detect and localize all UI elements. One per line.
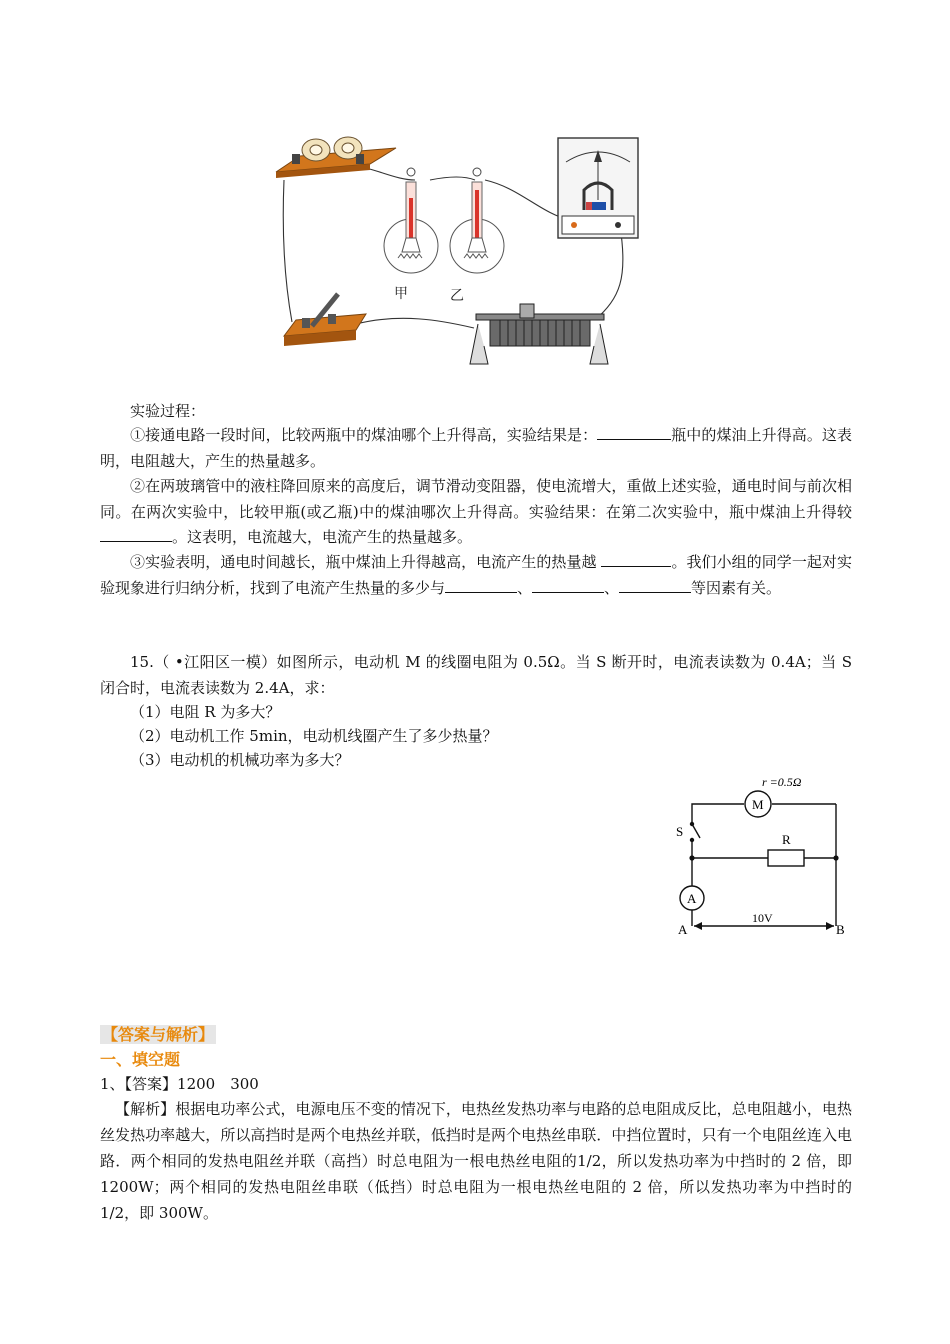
switch-label: S (676, 824, 684, 839)
resistor-symbol (768, 850, 804, 866)
question-15-text: 15.（ •江阳区一模）如图所示，电动机 M 的线圈电阻为 0.5Ω。当 S 断开时，电流表读数为 0.4A；当 S 闭合时，电流表读数为 2.4A，求： (100, 653, 852, 697)
step2-text-b: 。这表明，电流越大，电流产生的热量越多。 (172, 528, 473, 546)
fill-blank-section-title: 一、填空题 (100, 1050, 181, 1069)
answer-1-label: 1、【答案】1200 300 (100, 1075, 259, 1093)
answer-section-title-text: 【答案与解析】 (102, 1025, 215, 1044)
node-b-label: B (836, 922, 845, 937)
question-15-part2: （2）电动机工作 5min，电动机线圈产生了多少热量？ (130, 727, 498, 745)
motor-circuit-diagram (670, 768, 860, 944)
blank-step3-more (601, 550, 671, 567)
question-15-stem (100, 650, 852, 701)
ammeter-label: A (687, 891, 697, 906)
flask-jia-label: 甲 (394, 286, 408, 302)
step3-text-c: 等因素有关。 (691, 578, 782, 597)
flask-yi-label: 乙 (450, 288, 464, 304)
experiment-step3 (100, 550, 852, 601)
step3-text-a: ③实验表明，通电时间越长，瓶中煤油上升得越高，电流产生的热量越 (130, 553, 602, 571)
voltage-label: 10V (752, 911, 773, 925)
answer-1-explanation-text: 【解析】根据电功率公式，电源电压不变的情况下，电热丝发热功率与电路的总电阻成反比，总电阻越小，电热丝发热功率越大，所以高挡时是两个电热丝并联，低挡时是两个电热丝串联．中挡位置时，只有一个电阻丝连入电路．两个相同的发热电阻丝并联（高挡）时总电阻为一根电热丝电阻的1/2，所以发热功率为中挡时的 2 倍，即 1200W；两个相同的发热电阻丝串联（低挡）时总电阻为一根电热丝电阻的 2 倍，所以发热功率为中挡时的 1/2，即 300W。 (100, 1100, 852, 1222)
joule-experiment-figure (270, 128, 650, 376)
experiment-step2 (100, 474, 852, 551)
experiment-heading: 实验过程： (130, 402, 206, 420)
separator-2: 、 (604, 578, 620, 597)
experiment-step1 (100, 423, 852, 474)
blank-factor-3 (619, 576, 691, 593)
question-15-part3: （3）电动机的机械功率为多大？ (130, 751, 350, 769)
flask-jia (384, 168, 438, 273)
motor-label: M (752, 797, 764, 812)
resistor-label: R (782, 832, 791, 847)
question-15-part1: （1）电阻 R 为多大？ (130, 703, 281, 721)
blank-factor-2 (532, 576, 604, 593)
knife-switch (284, 294, 366, 346)
step1-text-a: ①接通电路一段时间，比较两瓶中的煤油哪个上升得高，实验结果是： (130, 426, 598, 444)
ammeter-device (558, 138, 638, 238)
blank-factor-1 (445, 576, 517, 593)
step3-text-b: 。我们小组的同学一起对实验现象进行归纳分析，找到了电流产生热量的多少与 (100, 553, 852, 597)
step1-text-b: 瓶中的煤油上升得高。这表明，电阻越大，产生的热量越多。 (100, 426, 852, 470)
rheostat (470, 304, 608, 364)
answer-1-explanation (100, 1096, 852, 1226)
node-a-label: A (678, 922, 688, 937)
blank-step1 (597, 423, 671, 440)
separator-1: 、 (517, 578, 533, 597)
blank-step2 (100, 525, 172, 542)
step2-text-a: ②在两玻璃管中的液柱降回原来的高度后，调节滑动变阻器，使电流增大，重做上述实验，通电时间与前次相同。在两次实验中，比较甲瓶(或乙瓶)中的煤油哪次上升得高。实验结果：在第二次实验中，瓶中煤油上升得较 (100, 477, 852, 521)
answer-section-title (100, 1022, 216, 1045)
coil-resistance-label: r =0.5Ω (762, 775, 802, 789)
